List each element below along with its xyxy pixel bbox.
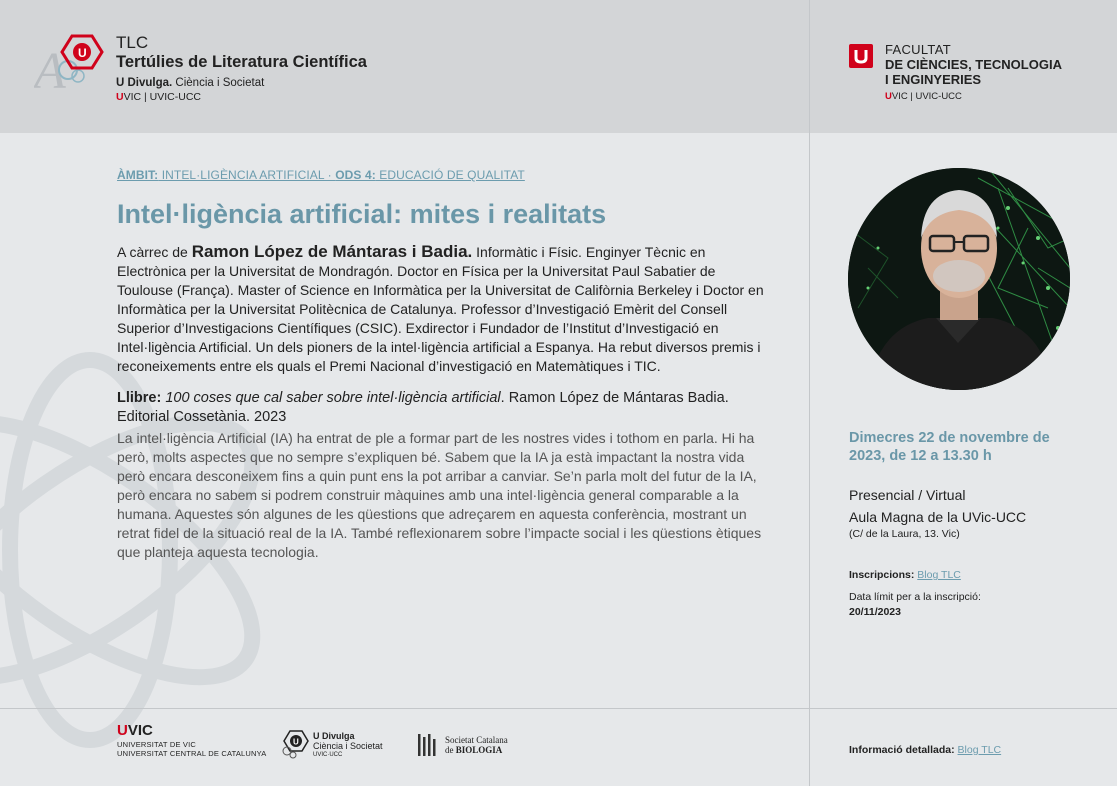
ods-value: EDUCACIÓ DE QUALITAT (375, 168, 525, 182)
ambit-link[interactable] (117, 168, 767, 182)
book-details: . Ramon López de Mántaras Badia. Editorial Cossetània. 2023 (117, 390, 729, 425)
scb-line1: Societat Catalana (445, 735, 508, 745)
footer-uvic-logo (117, 722, 266, 758)
speaker-photo (848, 168, 1070, 390)
faculty-label: FACULTAT (885, 42, 951, 57)
main-content (117, 168, 767, 562)
udivulga-tagline (116, 76, 367, 90)
scb-text-block (445, 735, 545, 756)
info-blog-link[interactable]: Blog TLC (957, 744, 1002, 756)
svg-text:U: U (78, 46, 87, 60)
faculty-uvic-tagline (885, 91, 1062, 102)
scb-biologia: BIOLOGIA (455, 745, 503, 755)
scb-line2 (445, 745, 545, 756)
faculty-name-line1: DE CIÈNCIES, TECNOLOGIA (885, 57, 1062, 72)
column-divider (809, 0, 810, 786)
footer-info-line (849, 744, 1001, 756)
event-address: (C/ de la Laura, 13. Vic) (849, 528, 960, 540)
faculty-name-line2: I ENGINYERIES (885, 72, 982, 87)
svg-text:A: A (34, 43, 66, 94)
svg-text:U: U (293, 737, 299, 747)
speaker-name: Ramon López de Mántaras i Badia. (191, 242, 473, 261)
footer-uvic-line2: UNIVERSITAT CENTRAL DE CATALUNYA (117, 749, 267, 758)
tlc-abbreviation: TLC (116, 33, 149, 52)
tlc-title: Tertúlies de Literatura Científica (116, 53, 367, 71)
tlc-logo-icon (34, 32, 106, 94)
inscriptions-blog-link[interactable]: Blog TLC (917, 569, 961, 581)
deadline-label: Data límit per a la inscripció: (849, 591, 981, 603)
talk-title: Intel·ligència artificial: mites i realitats (117, 199, 607, 229)
faculty-logo-icon (849, 44, 873, 68)
faculty-uvic-u-mark: U (885, 91, 892, 102)
event-venue: Aula Magna de la UVic-UCC (849, 509, 1027, 525)
faculty-uvic-text: VIC | UVIC-UCC (891, 91, 962, 102)
footer-uvic-u-mark: U (117, 722, 128, 739)
uvic-tagline (116, 90, 367, 104)
bio-prefix: A càrrec de (117, 244, 192, 260)
ambit-value: INTEL·LIGÈNCIA ARTIFICIAL · (158, 168, 336, 182)
bio-text: Informàtic i Físic. Enginyer Tècnic en Electrònica per la Universitat de Mondragón. Doctor en Física per la Universitat Paul Sabatier de Toulouse (França). Master of Science en Informàtica per la Universitat de Califòrnia Berkeley i Doctor en Informàtica per la Universitat Politècnica de Catalunya. Professor d’Investigació Emèrit del Consell Superior d’Investigacions Científiques (CSIC). Exdirector i Fundador de l’Institut d’Investigació en Intel·ligència Artificial. Un dels pioners de la intel·ligència artificial a Espanya. Ha rebut diversos premis i reconeixements entre els quals el Premi Nacional d’investigació en Matemàtiques i TIC. (117, 244, 764, 374)
footer-uvic-line1: UNIVERSITAT DE VIC (117, 740, 197, 749)
tlc-brand (116, 34, 367, 104)
book-title: 100 coses que cal saber sobre intel·ligència artificial (161, 390, 501, 406)
ods-label: ODS 4: (335, 168, 376, 182)
udivulga-subtitle: Ciència i Societat (172, 77, 265, 89)
scb-icon (417, 733, 439, 757)
udivulga-text-block (313, 731, 413, 759)
udivulga-uvic: UVIC·UCC (313, 752, 343, 758)
speaker-bio (117, 242, 767, 376)
event-mode: Presencial / Virtual (849, 487, 966, 503)
udivulga-icon (279, 729, 309, 759)
event-date: Dimecres 22 de novembre de 2023, de 12 a 13.30 h (849, 430, 1050, 464)
ambit-label: ÀMBIT: (117, 168, 159, 182)
inscriptions-label: Inscripcions: (849, 569, 915, 581)
scb-prefix: de (445, 745, 456, 755)
info-label: Informació detallada: (849, 744, 955, 756)
uvic-u-mark: U (116, 91, 124, 103)
footer-divider (0, 708, 1117, 709)
book-label: Llibre: (117, 390, 162, 406)
faculty-brand (885, 42, 1062, 102)
talk-abstract: La intel·ligència Artificial (IA) ha entrat de ple a formar part de les nostres vides i tothom en parla. Hi ha però, molts aspectes que no sempre s’expliquen bé. Sabem que la IA ja està impactant la nostra vida però encara desconeixem fins a quin punt ens la pot arribar a canviar. Se’n parla molt del futur de la IA, però encara no sabem si podrem construir màquines amb una intel·ligència general comparable a la humana. Aquestes són algunes de les qüestions que adreçarem en aquesta conferència, mostrant un retrat fidel de la situació real de la IA. També reflexionarem sobre l’impacte social i les qüestions ètiques que planteja aquesta tecnologia. (117, 430, 762, 560)
book-reference (117, 389, 767, 427)
udivulga-subtitle: Ciència i Societat (313, 741, 383, 751)
footer-uvic-text: VIC (127, 722, 153, 739)
udivulga-name: U Divulga (313, 731, 355, 741)
footer-uvic-wordmark (117, 722, 266, 740)
deadline-value: 20/11/2023 (849, 606, 901, 618)
uvic-text: VIC | UVIC-UCC (123, 91, 201, 103)
udivulga-name: U Divulga. (116, 77, 173, 89)
inscriptions-line (849, 569, 961, 581)
